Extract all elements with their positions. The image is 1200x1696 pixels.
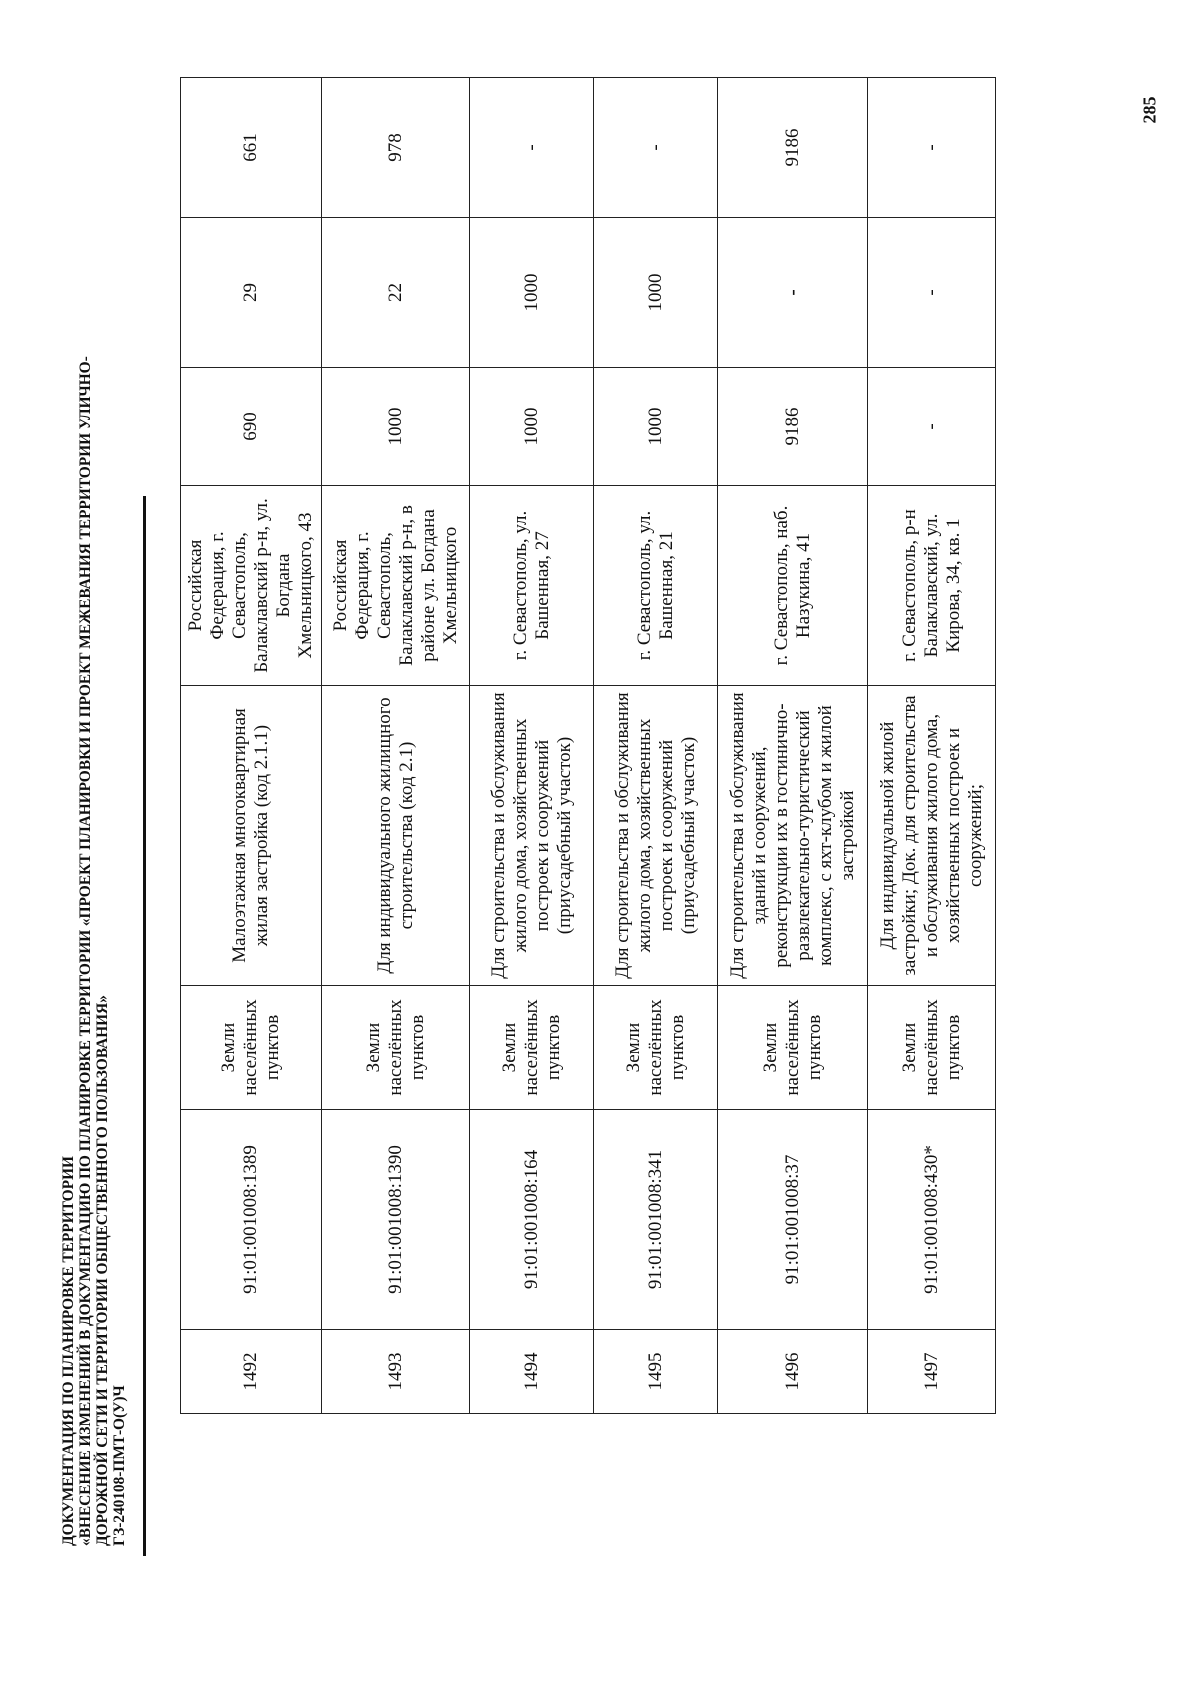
table-row: [181, 78, 322, 1414]
cadastral-number: 91:01:001008:1389: [181, 1110, 322, 1330]
address: г. Севастополь, ул. Башенная, 27: [470, 486, 594, 686]
area-part: 22: [322, 218, 470, 368]
header-rule: [143, 496, 146, 1556]
header-line-3: ДОРОЖНОЙ СЕТИ И ТЕРРИТОРИИ ОБЩЕСТВЕННОГО ПОЛЬЗОВАНИЯ»: [94, 995, 111, 1546]
area-remaining: 9186: [718, 78, 868, 218]
area-remaining: -: [594, 78, 718, 218]
table-row: [594, 78, 718, 1414]
table-row: [470, 78, 594, 1414]
permitted-use: Для строительства и обслуживания зданий и сооружений, реконструкции их в гостинично-развлекательно-туристический комплекс, с яхт-клубом и жилой застройкой: [718, 686, 868, 986]
cadastral-number: 91:01:001008:430*: [868, 1110, 996, 1330]
row-number: 1496: [718, 1330, 868, 1414]
permitted-use: Для строительства и обслуживания жилого дома, хозяйственных построек и сооружений (приусадебный участок): [594, 686, 718, 986]
document-header: [60, 246, 128, 1546]
land-category: Земли населённых пунктов: [322, 986, 470, 1110]
address: г. Севастополь, ул. Башенная, 21: [594, 486, 718, 686]
address: Российская Федерация, г. Севастополь, Балаклавский р-н, в районе ул. Богдана Хмельницкого: [322, 486, 470, 686]
land-category: Земли населённых пунктов: [470, 986, 594, 1110]
row-number: 1492: [181, 1330, 322, 1414]
row-number: 1493: [322, 1330, 470, 1414]
header-line-1: ДОКУМЕНТАЦИЯ ПО ПЛАНИРОВКЕ ТЕРРИТОРИИ: [60, 1156, 77, 1546]
area-part: 1000: [594, 218, 718, 368]
land-category: Земли населённых пунктов: [594, 986, 718, 1110]
table-row: [868, 78, 996, 1414]
area-remaining: 661: [181, 78, 322, 218]
area-part: -: [718, 218, 868, 368]
area-total: 1000: [594, 368, 718, 486]
cadastral-number: 91:01:001008:164: [470, 1110, 594, 1330]
header-line-2: «ВНЕСЕНИЕ ИЗМЕНЕНИЙ В ДОКУМЕНТАЦИЮ ПО ПЛАНИРОВКЕ ТЕРРИТОРИИ «ПРОЕКТ ПЛАНИРОВКИ И ПРОЕКТ МЕЖЕВАНИЯ ТЕРРИТОРИИ УЛИЧНО-: [77, 356, 94, 1546]
address: Российская Федерация, г. Севастополь, Балаклавский р-н, ул. Богдана Хмельницкого, 43: [181, 486, 322, 686]
area-remaining: -: [868, 78, 996, 218]
cadastral-number: 91:01:001008:341: [594, 1110, 718, 1330]
area-part: 29: [181, 218, 322, 368]
permitted-use: Для строительства и обслуживания жилого дома, хозяйственных построек и сооружений (приусадебный участок): [470, 686, 594, 986]
table-row: [322, 78, 470, 1414]
cadastral-number: 91:01:001008:37: [718, 1110, 868, 1330]
row-number: 1497: [868, 1330, 996, 1414]
land-category: Земли населённых пунктов: [181, 986, 322, 1110]
land-category: Земли населённых пунктов: [868, 986, 996, 1110]
area-part: -: [868, 218, 996, 368]
row-number: 1495: [594, 1330, 718, 1414]
area-remaining: -: [470, 78, 594, 218]
address: г. Севастополь, наб. Назукина, 41: [718, 486, 868, 686]
land-category: Земли населённых пунктов: [718, 986, 868, 1110]
area-total: 1000: [322, 368, 470, 486]
cadastral-number: 91:01:001008:1390: [322, 1110, 470, 1330]
address: г. Севастополь, р-н Балаклавский, ул. Кирова, 34, кв. 1: [868, 486, 996, 686]
table-row: [718, 78, 868, 1414]
land-plots-table: [180, 77, 996, 1414]
row-number: 1494: [470, 1330, 594, 1414]
permitted-use: Малоэтажная многоквартирная жилая застройка (код 2.1.1): [181, 686, 322, 986]
area-total: 1000: [470, 368, 594, 486]
area-total: 690: [181, 368, 322, 486]
header-line-4: ГЗ-240108-ПМТ-О(У)Ч: [111, 1385, 128, 1546]
page-number: 285: [1139, 96, 1160, 124]
permitted-use: Для индивидуального жилищного строительства (код 2.1): [322, 686, 470, 986]
area-total: 9186: [718, 368, 868, 486]
area-part: 1000: [470, 218, 594, 368]
permitted-use: Для индивидуальной жилой застройки; Док. для строительства и обслуживания жилого дома, хозяйственных построек и сооружений;: [868, 686, 996, 986]
area-total: -: [868, 368, 996, 486]
area-remaining: 978: [322, 78, 470, 218]
